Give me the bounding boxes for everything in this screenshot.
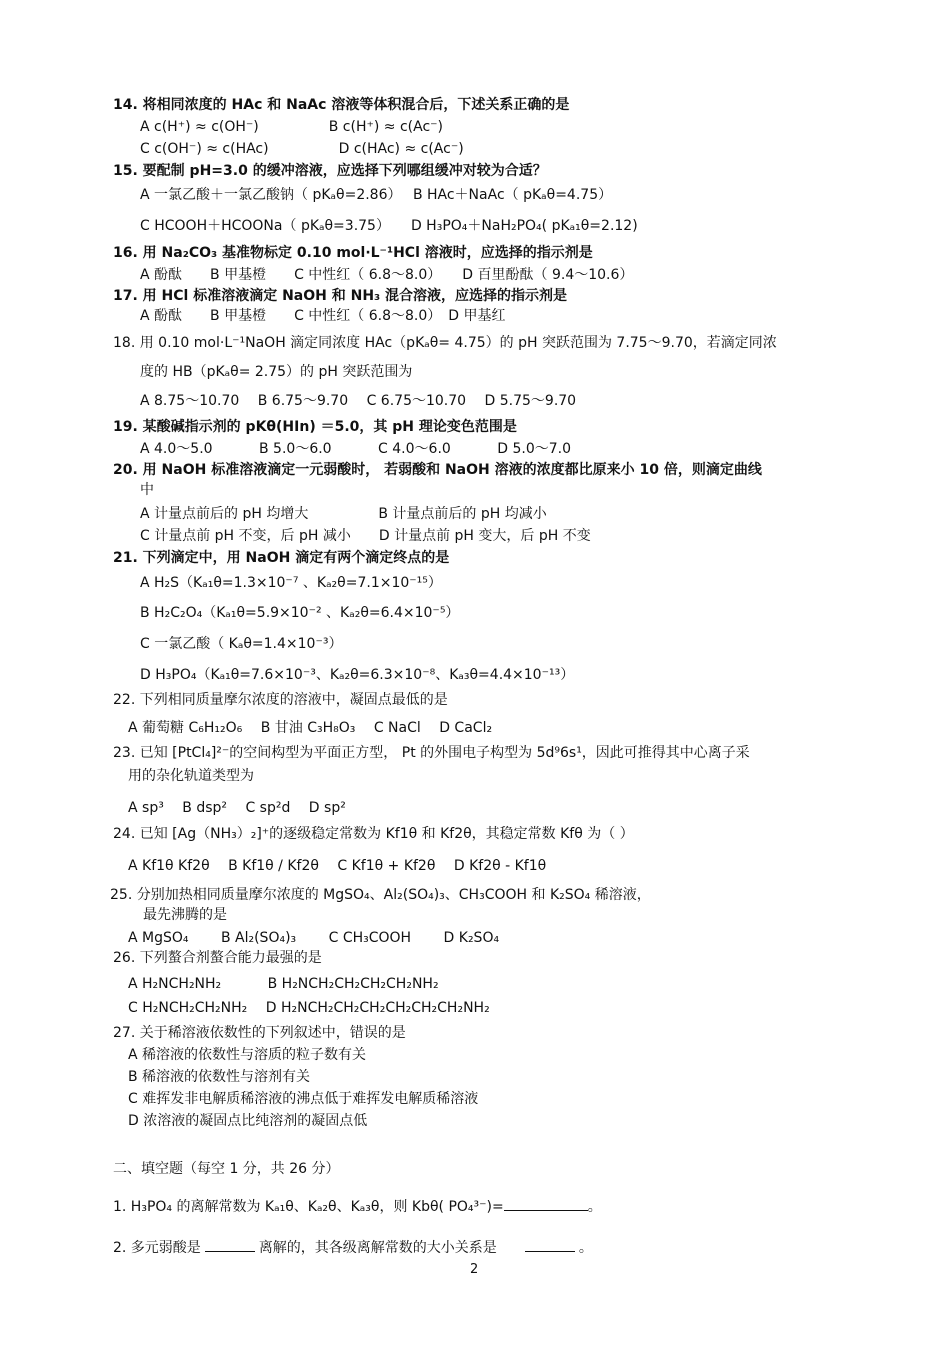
fill-q2-text: 2. 多元弱酸是: [113, 1240, 201, 1256]
q21-option-a: A H₂S（Kₐ₁θ=1.3×10⁻⁷ 、Kₐ₂θ=7.1×10⁻¹⁵）: [140, 575, 442, 591]
q21-option-c: C 一氯乙酸（ Kₐθ=1.4×10⁻³）: [140, 636, 343, 652]
q26-options-cd: C H₂NCH₂CH₂NH₂ D H₂NCH₂CH₂CH₂CH₂CH₂CH₂NH₂: [128, 1000, 490, 1016]
q27-stem: 27. 关于稀溶液依数性的下列叙述中，错误的是: [113, 1025, 406, 1041]
q15-options-cd: C HCOOH＋HCOONa（ pKₐθ=3.75） D H₃PO₄＋NaH₂PO₄( pKₐ₁θ=2.12): [140, 218, 638, 234]
q25-stem-cont: 最先沸腾的是: [143, 907, 227, 923]
q27-option-d: D 浓溶液的凝固点比纯溶剂的凝固点低: [128, 1113, 368, 1129]
q27-option-b: B 稀溶液的依数性与溶剂有关: [128, 1069, 311, 1085]
q19-options: A 4.0～5.0 B 5.0～6.0 C 4.0～6.0 D 5.0～7.0: [140, 441, 572, 457]
q23-stem: 23. 已知 [PtCl₄]²⁻的空间构型为平面正方型， Pt 的外围电子构型为 5d⁹6s¹，因此可推得其中心离子采: [113, 745, 750, 761]
q18-stem-cont: 度的 HB（pKₐθ= 2.75）的 pH 突跃范围为: [140, 364, 413, 380]
q24-stem: 24. 已知 [Ag（NH₃）₂]⁺的逐级稳定常数为 Kf1θ 和 Kf2θ，其稳定常数 Kfθ 为（ ）: [113, 826, 634, 842]
q14-options-cd: C c(OH⁻) ≈ c(HAc) D c(HAc) ≈ c(Ac⁻): [140, 141, 464, 157]
fill-q1-end: 。: [587, 1199, 602, 1215]
fill-q2-mid: 离解的，其各级离解常数的大小关系是: [258, 1240, 497, 1256]
q26-options-ab: A H₂NCH₂NH₂ B H₂NCH₂CH₂CH₂CH₂NH₂: [128, 976, 439, 992]
q15-stem: 15. 要配制 pH=3.0 的缓冲溶液，应选择下列哪组缓冲对较为合适？: [113, 163, 547, 179]
q25-options: A MgSO₄ B Al₂(SO₄)₃ C CH₃COOH D K₂SO₄: [128, 930, 500, 946]
q23-stem-cont: 用的杂化轨道类型为: [128, 768, 254, 784]
q25-stem: 25. 分别加热相同质量摩尔浓度的 MgSO₄、Al₂(SO₄)₃、CH₃COOH 和 K₂SO₄ 稀溶液，: [110, 887, 651, 903]
fill-q2-blank-2: [525, 1237, 575, 1252]
q20-stem-cont: 中: [140, 482, 154, 498]
q20-options-ab: A 计量点前后的 pH 均增大 B 计量点前后的 pH 均减小: [140, 506, 547, 522]
q22-options: A 葡萄糖 C₆H₁₂O₆ B 甘油 C₃H₈O₃ C NaCl D CaCl₂: [128, 720, 493, 736]
q21-stem: 21. 下列滴定中，用 NaOH 滴定有两个滴定终点的是: [113, 550, 450, 566]
q24-options: A Kf1θ Kf2θ B Kf1θ / Kf2θ C Kf1θ + Kf2θ D Kf2θ - Kf1θ: [128, 858, 547, 874]
q27-option-c: C 难挥发非电解质稀溶液的沸点低于难挥发电解质稀溶液: [128, 1091, 479, 1107]
q20-stem: 20. 用 NaOH 标准溶液滴定一元弱酸时， 若弱酸和 NaOH 溶液的浓度都比原来小 10 倍，则滴定曲线: [113, 462, 762, 478]
fill-q1: [113, 1196, 602, 1216]
q17-stem: 17. 用 HCl 标准溶液滴定 NaOH 和 NH₃ 混合溶液，应选择的指示剂是: [113, 288, 568, 304]
q19-stem: 19. 某酸碱指示剂的 pKθ(HIn) ＝5.0，其 pH 理论变色范围是: [113, 419, 517, 435]
fill-q1-text: 1. H₃PO₄ 的离解常数为 Kₐ₁θ、Kₐ₂θ、Kₐ₃θ，则 Kbθ( PO₄³⁻)=: [113, 1199, 504, 1215]
section-fill-in-heading: 二、填空题（每空 1 分，共 26 分）: [113, 1161, 340, 1177]
q14-options-ab: A c(H⁺) ≈ c(OH⁻) B c(H⁺) ≈ c(Ac⁻): [140, 119, 444, 135]
q18-stem: 18. 用 0.10 mol·L⁻¹NaOH 滴定同浓度 HAc（pKₐθ= 4.75）的 pH 突跃范围为 7.75～9.70，若滴定同浓: [113, 335, 777, 351]
q21-option-b: B H₂C₂O₄（Kₐ₁θ=5.9×10⁻² 、Kₐ₂θ=6.4×10⁻⁵）: [140, 605, 460, 621]
page-number: 2: [470, 1262, 479, 1277]
fill-q1-blank: [504, 1196, 588, 1211]
q16-stem: 16. 用 Na₂CO₃ 基准物标定 0.10 mol·L⁻¹HCl 溶液时，应选择的指示剂是: [113, 245, 593, 261]
fill-q2-end: 。: [578, 1240, 593, 1256]
q17-options: A 酚酞 B 甲基橙 C 中性红（ 6.8～8.0） D 甲基红: [140, 308, 506, 324]
fill-q2-blank-1: [205, 1237, 255, 1252]
q16-options: A 酚酞 B 甲基橙 C 中性红（ 6.8～8.0） D 百里酚酞（ 9.4～10.6）: [140, 267, 634, 283]
q21-option-d: D H₃PO₄（Kₐ₁θ=7.6×10⁻³、Kₐ₂θ=6.3×10⁻⁸、Kₐ₃θ=4.4×10⁻¹³）: [140, 667, 575, 683]
q15-options-ab: A 一氯乙酸＋一氯乙酸钠（ pKₐθ=2.86） B HAc＋NaAc（ pKₐθ=4.75）: [140, 187, 613, 203]
q14-stem: 14. 将相同浓度的 HAc 和 NaAc 溶液等体积混合后，下述关系正确的是: [113, 97, 570, 113]
q27-option-a: A 稀溶液的依数性与溶质的粒子数有关: [128, 1047, 367, 1063]
q18-options: A 8.75～10.70 B 6.75～9.70 C 6.75～10.70 D 5.75～9.70: [140, 393, 577, 409]
q23-options: A sp³ B dsp² C sp²d D sp²: [128, 800, 346, 816]
q22-stem: 22. 下列相同质量摩尔浓度的溶液中，凝固点最低的是: [113, 692, 448, 708]
q20-options-cd: C 计量点前 pH 不变，后 pH 减小 D 计量点前 pH 变大，后 pH 不变: [140, 528, 591, 544]
fill-q2: [113, 1237, 593, 1257]
q26-stem: 26. 下列螯合剂螯合能力最强的是: [113, 950, 322, 966]
